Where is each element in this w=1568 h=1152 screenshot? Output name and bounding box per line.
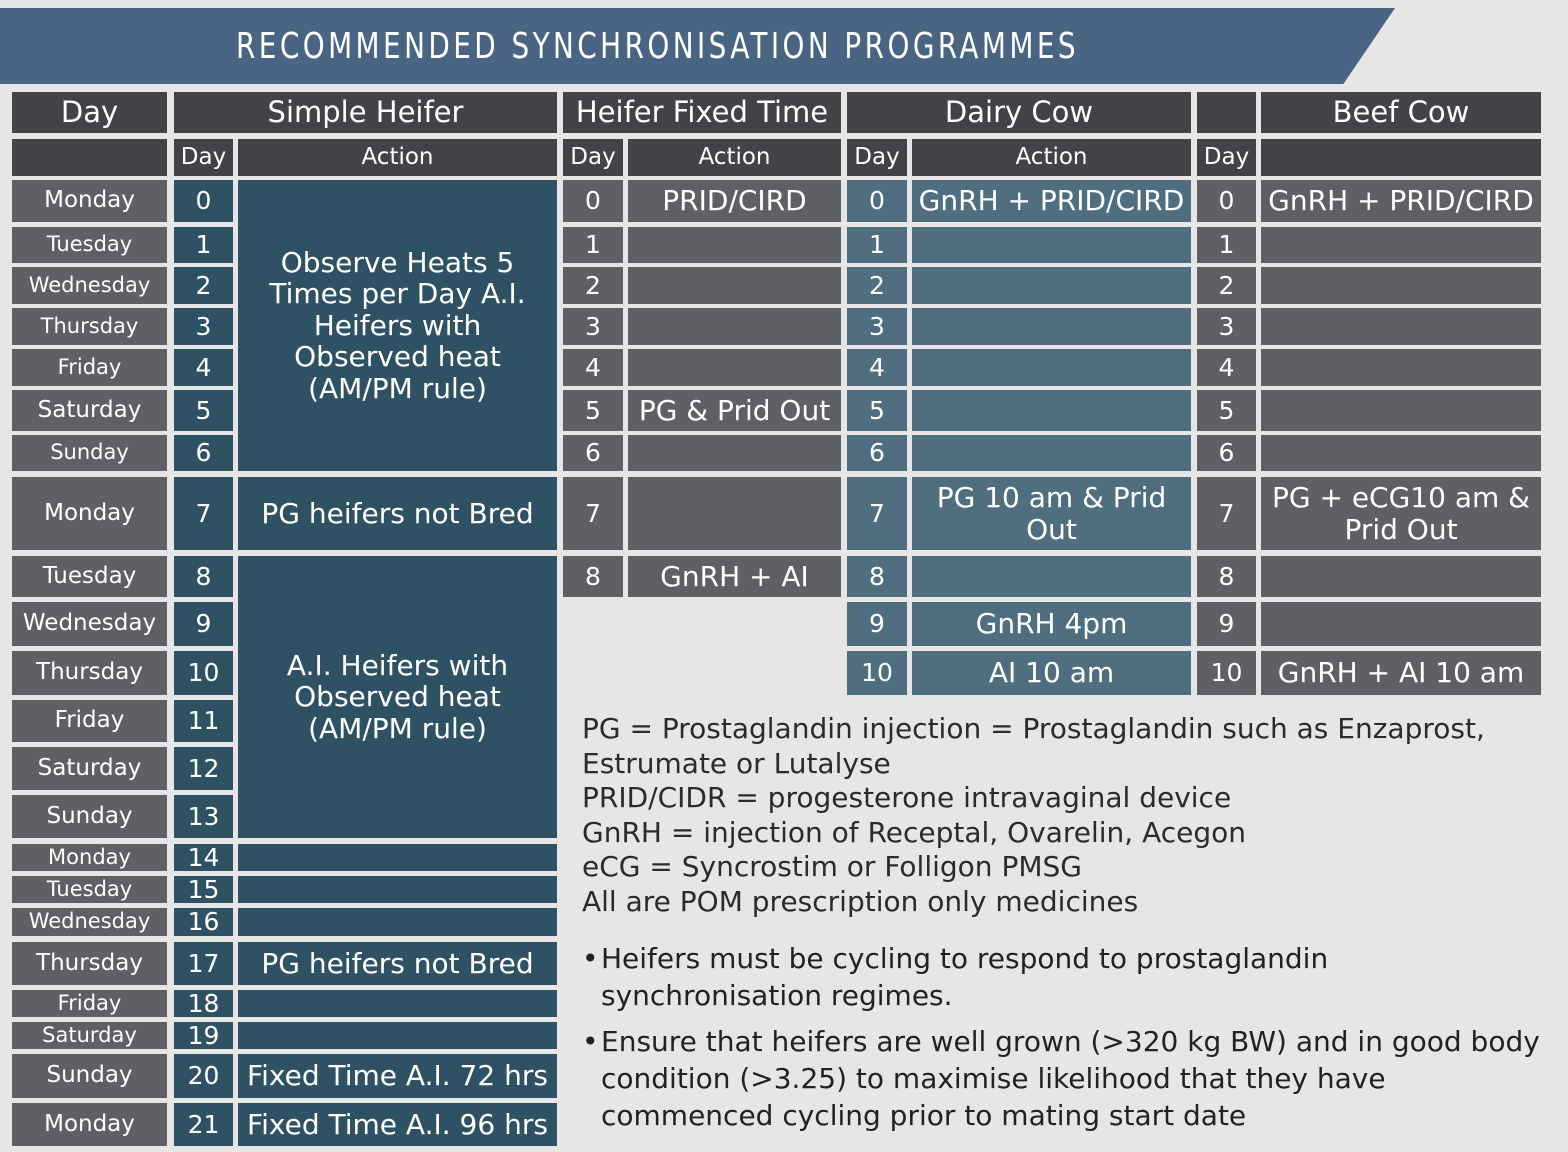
bullet-item: • Heifers must be cycling to respond to prostaglandin synchronisation regimes.: [582, 942, 1329, 1012]
simple-heifer-action-fixed-time: Fixed Time A.I. 72 hrs: [238, 1054, 557, 1098]
subheader-blank: [1261, 139, 1541, 176]
heifer-fixed-action-cell: [628, 349, 841, 386]
dairy-cow-action-cell: GnRH + PRID/CIRD: [912, 180, 1191, 222]
day-name-cell: Friday: [12, 349, 167, 386]
beef-cow-action-cell: [1261, 602, 1541, 646]
day-name-cell: Sunday: [12, 795, 167, 838]
day-name-cell: Friday: [12, 700, 167, 742]
subheader-day: Day: [1197, 139, 1256, 176]
beef-cow-day-cell: 0: [1197, 180, 1256, 222]
dairy-cow-day-cell: 0: [847, 180, 907, 222]
day-name-cell: Monday: [12, 1103, 167, 1146]
day-name-cell: Saturday: [12, 747, 167, 790]
heifer-fixed-day-cell: 8: [563, 556, 623, 597]
dairy-cow-action-cell: [912, 390, 1191, 431]
heifer-fixed-action-cell: [628, 435, 841, 471]
dairy-cow-action-cell: [912, 267, 1191, 304]
simple-heifer-action-empty: [238, 844, 557, 871]
page-title: RECOMMENDED SYNCHRONISATION PROGRAMMES: [235, 25, 1079, 67]
heifer-fixed-action-cell: [628, 227, 841, 263]
day-name-cell: Tuesday: [12, 227, 167, 263]
simple-heifer-action-empty: [238, 990, 557, 1017]
bullet-icon: •: [582, 942, 599, 975]
bullet-icon: •: [582, 1025, 599, 1058]
dairy-cow-action-cell: [912, 308, 1191, 345]
note-line: Estrumate or Lutalyse: [582, 746, 891, 780]
bullet-item: • Ensure that heifers are well grown (>320 kg BW) and in good body condition (>3.25) to maximise likelihood that they have commenced cycling prior to mating start date: [582, 1025, 1540, 1132]
simple-heifer-day-cell: 15: [174, 876, 233, 903]
header-dairy-cow: Dairy Cow: [847, 92, 1191, 133]
dairy-cow-day-cell: 5: [847, 390, 907, 431]
beef-cow-action-cell: [1261, 390, 1541, 431]
simple-heifer-action-empty: [238, 908, 557, 936]
simple-heifer-day-cell: 2: [174, 267, 233, 304]
heifer-fixed-day-cell: 1: [563, 227, 623, 263]
subheader-day: Day: [847, 139, 907, 176]
beef-cow-day-cell: 3: [1197, 308, 1256, 345]
day-name-cell: Sunday: [12, 435, 167, 471]
dairy-cow-day-cell: 8: [847, 556, 907, 597]
header-beef-cow: Beef Cow: [1261, 92, 1541, 133]
simple-heifer-day-cell: 0: [174, 180, 233, 222]
heifer-fixed-day-cell: 4: [563, 349, 623, 386]
day-name-cell: Monday: [12, 844, 167, 871]
subheader-day: Day: [563, 139, 623, 176]
dairy-cow-day-cell: 4: [847, 349, 907, 386]
simple-heifer-action-pg: PG heifers not Bred: [238, 477, 557, 550]
dairy-cow-action-cell: GnRH 4pm: [912, 602, 1191, 646]
day-name-cell: Monday: [12, 180, 167, 222]
beef-cow-day-cell: 2: [1197, 267, 1256, 304]
dairy-cow-day-cell: 3: [847, 308, 907, 345]
note-line: All are POM prescription only medicines: [582, 884, 1139, 918]
heifer-fixed-action-cell: PG & Prid Out: [628, 390, 841, 431]
dairy-cow-day-cell: 10: [847, 651, 907, 695]
simple-heifer-day-cell: 13: [174, 795, 233, 838]
beef-cow-action-cell: [1261, 308, 1541, 345]
day-name-cell: Tuesday: [12, 876, 167, 903]
day-name-cell: Tuesday: [12, 556, 167, 597]
simple-heifer-day-cell: 19: [174, 1022, 233, 1049]
beef-cow-day-cell: 5: [1197, 390, 1256, 431]
dairy-cow-action-cell: [912, 435, 1191, 471]
simple-heifer-day-cell: 10: [174, 651, 233, 695]
beef-cow-day-cell: 4: [1197, 349, 1256, 386]
dairy-cow-day-cell: 6: [847, 435, 907, 471]
simple-heifer-day-cell: 8: [174, 556, 233, 597]
day-name-cell: Thursday: [12, 308, 167, 345]
day-name-cell: Wednesday: [12, 908, 167, 936]
day-name-cell: Sunday: [12, 1054, 167, 1098]
dairy-cow-day-cell: 1: [847, 227, 907, 263]
day-name-cell: Wednesday: [12, 267, 167, 304]
dairy-cow-action-cell: [912, 556, 1191, 597]
simple-heifer-day-cell: 4: [174, 349, 233, 386]
beef-cow-day-cell: 7: [1197, 477, 1256, 550]
subheader-action: Action: [238, 139, 557, 176]
heifer-fixed-action-cell: GnRH + AI: [628, 556, 841, 597]
heifer-fixed-action-cell: [628, 308, 841, 345]
simple-heifer-day-cell: 18: [174, 990, 233, 1017]
heifer-fixed-day-cell: 7: [563, 477, 623, 550]
heifer-fixed-action-cell: [628, 267, 841, 304]
simple-heifer-action-pg: PG heifers not Bred: [238, 942, 557, 985]
heifer-fixed-day-cell: 5: [563, 390, 623, 431]
simple-heifer-day-cell: 11: [174, 700, 233, 742]
day-name-cell: Thursday: [12, 942, 167, 985]
beef-cow-action-cell: [1261, 435, 1541, 471]
header-blank: [1197, 92, 1256, 133]
simple-heifer-day-cell: 9: [174, 602, 233, 646]
simple-heifer-action-fixed-time: Fixed Time A.I. 96 hrs: [238, 1103, 557, 1146]
beef-cow-day-cell: 6: [1197, 435, 1256, 471]
subheader-action: Action: [628, 139, 841, 176]
simple-heifer-day-cell: 3: [174, 308, 233, 345]
note-line: eCG = Syncrostim or Folligon PMSG: [582, 850, 1082, 883]
simple-heifer-day-cell: 7: [174, 477, 233, 550]
simple-heifer-day-cell: 12: [174, 747, 233, 790]
day-name-cell: Saturday: [12, 1022, 167, 1049]
simple-heifer-day-cell: 16: [174, 908, 233, 936]
day-name-cell: Wednesday: [12, 602, 167, 646]
beef-cow-action-cell: [1261, 227, 1541, 263]
simple-heifer-day-cell: 1: [174, 227, 233, 263]
note-line: PRID/CIDR = progesterone intravaginal device: [582, 781, 1232, 814]
dairy-cow-day-cell: 2: [847, 267, 907, 304]
beef-cow-day-cell: 1: [1197, 227, 1256, 263]
subheader-day: Day: [174, 139, 233, 176]
day-name-cell: Monday: [12, 477, 167, 550]
simple-heifer-action-empty: [238, 1022, 557, 1049]
simple-heifer-action-observe: Observe Heats 5 Times per Day A.I. Heifers with Observed heat (AM/PM rule): [238, 180, 557, 471]
guidance-bullets: [582, 940, 1542, 1143]
dairy-cow-day-cell: 9: [847, 602, 907, 646]
simple-heifer-day-cell: 20: [174, 1054, 233, 1098]
note-line: GnRH = injection of Receptal, Ovarelin, Acegon: [582, 815, 1247, 849]
header-day: Day: [12, 92, 167, 133]
beef-cow-action-cell: GnRH + PRID/CIRD: [1261, 180, 1541, 222]
dairy-cow-action-cell: [912, 227, 1191, 263]
heifer-fixed-day-cell: 2: [563, 267, 623, 304]
heifer-fixed-action-cell: [628, 477, 841, 550]
heifer-fixed-day-cell: 3: [563, 308, 623, 345]
beef-cow-action-cell: GnRH + AI 10 am: [1261, 651, 1541, 695]
beef-cow-action-cell: [1261, 267, 1541, 304]
day-name-cell: Thursday: [12, 651, 167, 695]
dairy-cow-day-cell: 7: [847, 477, 907, 550]
subheader-action: Action: [912, 139, 1191, 176]
simple-heifer-day-cell: 6: [174, 435, 233, 471]
day-name-cell: Friday: [12, 990, 167, 1017]
heifer-fixed-action-cell: PRID/CIRD: [628, 180, 841, 222]
simple-heifer-day-cell: 14: [174, 844, 233, 871]
dairy-cow-action-cell: PG 10 am & Prid Out: [912, 477, 1191, 550]
abbreviation-notes: [582, 712, 1542, 919]
simple-heifer-day-cell: 17: [174, 942, 233, 985]
heifer-fixed-day-cell: 6: [563, 435, 623, 471]
simple-heifer-action-empty: [238, 876, 557, 903]
simple-heifer-day-cell: 5: [174, 390, 233, 431]
beef-cow-day-cell: 10: [1197, 651, 1256, 695]
simple-heifer-day-cell: 21: [174, 1103, 233, 1146]
dairy-cow-action-cell: AI 10 am: [912, 651, 1191, 695]
heifer-fixed-day-cell: 0: [563, 180, 623, 222]
header-heifer-fixed-time: Heifer Fixed Time: [563, 92, 841, 133]
header-simple-heifer: Simple Heifer: [174, 92, 557, 133]
beef-cow-day-cell: 8: [1197, 556, 1256, 597]
day-name-cell: Saturday: [12, 390, 167, 431]
beef-cow-action-cell: [1261, 349, 1541, 386]
subheader-blank: [12, 139, 167, 176]
simple-heifer-action-ai: A.I. Heifers with Observed heat (AM/PM rule): [238, 556, 557, 838]
beef-cow-action-cell: PG + eCG10 am & Prid Out: [1261, 477, 1541, 550]
beef-cow-day-cell: 9: [1197, 602, 1256, 646]
note-line: PG = Prostaglandin injection = Prostaglandin such as Enzaprost,: [582, 712, 1485, 745]
beef-cow-action-cell: [1261, 556, 1541, 597]
dairy-cow-action-cell: [912, 349, 1191, 386]
